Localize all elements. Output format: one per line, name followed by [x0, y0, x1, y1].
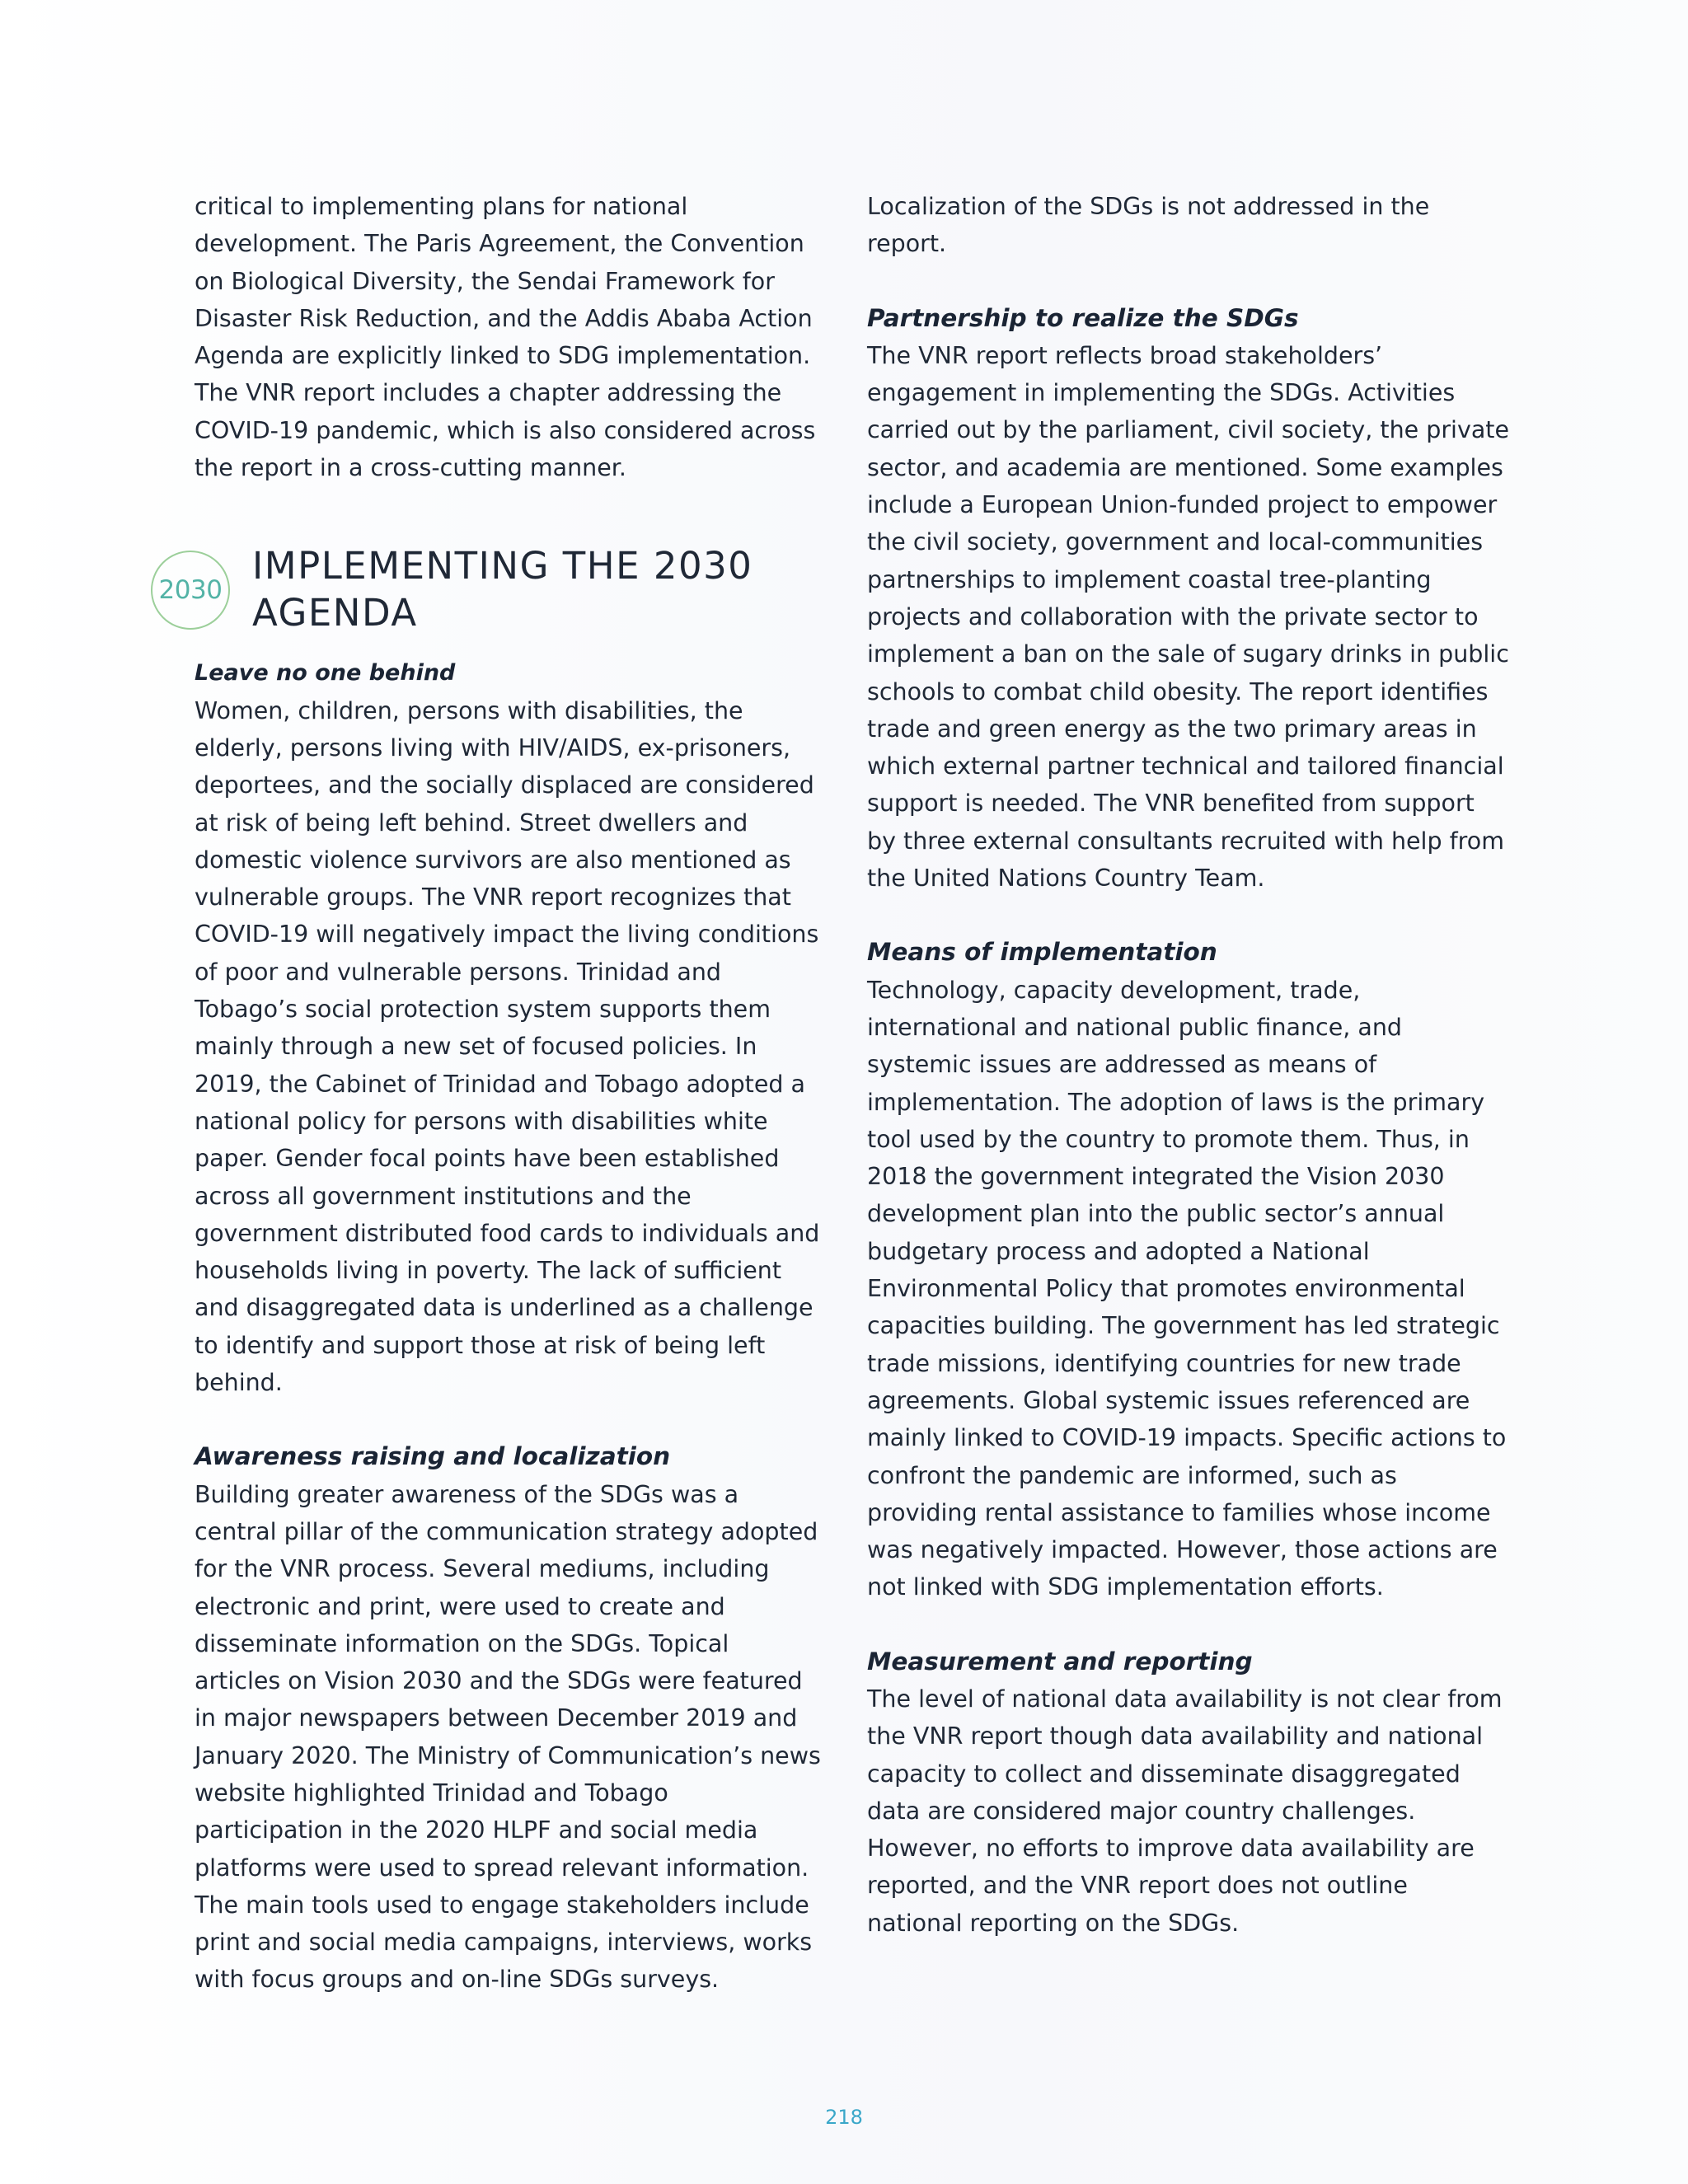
leave-no-one-behind-heading: Leave no one behind [195, 660, 456, 687]
awareness-heading: Awareness raising and localization [195, 1442, 671, 1471]
localization-text: Localization of the SDGs is not addressed in the report. [867, 193, 1430, 258]
left-column [158, 188, 821, 1999]
agenda-2030-badge-icon: 2030 [151, 551, 230, 630]
means-heading: Means of implementation [867, 938, 1217, 967]
page-number: 218 [825, 2106, 863, 2129]
measurement-heading: Measurement and reporting [867, 1647, 1253, 1675]
awareness-text: Building greater awareness of the SDGs was a central pillar of the communication strategy adopted for the VNR process. Several mediums, including electronic and print, were used to create and disseminate information on the SDGs. Topical articles on Vision 2030 and the SDGs were featured in major newspapers between December 2019 and January 2020. The Ministry of Communication’s news website highlighted Trinidad and Tobago participation in the 2020 HLPF and social media platforms were used to spread relevant information. The main tools used to engage stakeholders include print and social media campaigns, interviews, works with focus groups and on-line SDGs surveys. [195, 1480, 821, 1994]
intro-paragraph: critical to implementing plans for national development. The Paris Agreement, the Convention on Biological Diversity, the Sendai Framework for Disaster Risk Reduction, and the Addis Ababa Action Agenda are explicitly linked to SDG implementation. The VNR report includes a chapter addressing the COVID-19 pandemic, which is also considered across the report in a cross-cutting manner. [195, 193, 816, 482]
section-heading [158, 542, 821, 654]
partnership-heading: Partnership to realize the SDGs [867, 303, 1299, 332]
means-text: Technology, capacity development, trade, international and national public finance, and systemic issues are addressed as means of implementation. The adoption of laws is the primary tool used by the country to promote them. Thus, in 2018 the government integrated the Vision 2030 development plan into the public sector’s annual budgetary process and adopted a National Environmental Policy that promotes environmental capacities building. The government has led strategic trade missions, identifying countries for new trade agreements. Global systemic issues referenced are mainly linked to COVID-19 impacts. Specific actions to confront the pandemic are informed, such as providing rental assistance to families whose income was negatively impacted. However, those actions are not linked with SDG implementation efforts. [867, 976, 1507, 1601]
leave-no-one-behind-text: Women, children, persons with disabilities, the elderly, persons living with HIV/AIDS, ex-prisoners, deportees, and the socially displaced are considered at risk of being left behind. Street dwellers and domestic violence survivors are also mentioned as vulnerable groups. The VNR report recognizes that COVID-19 will negatively impact the living conditions of poor and vulnerable persons. Trinidad and Tobago’s social protection system supports them mainly through a new set of focused policies. In 2019, the Cabinet of Trinidad and Tobago adopted a national policy for persons with disabilities white paper. Gender focal points have been established across all government institutions and the government distributed food cards to individuals and households living in poverty. The lack of sufficient and disaggregated data is underlined as a challenge to identify and support those at risk of being left behind. [195, 696, 820, 1397]
partnership-text: The VNR report reflects broad stakeholders’ engagement in implementing the SDGs. Activities carried out by the parliament, civil society, the private sector, and academia are mentioned. Some examples include a European Union-funded project to empower the civil society, government and local-communities partnerships to implement coastal tree-planting projects and collaboration with the private sector to implement a ban on the sale of sugary drinks in public schools to combat child obesity. The report identifies trade and green energy as the two primary areas in which external partner technical and tailored financial support is needed. The VNR benefited from support by three external consultants recruited with help from the United Nations Country Team. [867, 341, 1509, 893]
measurement-text: The level of national data availability is not clear from the VNR report though data availability and national capacity to collect and disseminate disaggregated data are considered major country challenges. However, no efforts to improve data availability are reported, and the VNR report does not outline national reporting on the SDGs. [867, 1685, 1503, 1937]
spacer [195, 1401, 821, 1438]
spacer [867, 263, 1510, 300]
spacer [867, 1606, 1510, 1643]
section-title: IMPLEMENTING THE 2030 AGENDA [252, 544, 753, 635]
spacer [867, 897, 1510, 934]
right-column [867, 188, 1510, 1942]
